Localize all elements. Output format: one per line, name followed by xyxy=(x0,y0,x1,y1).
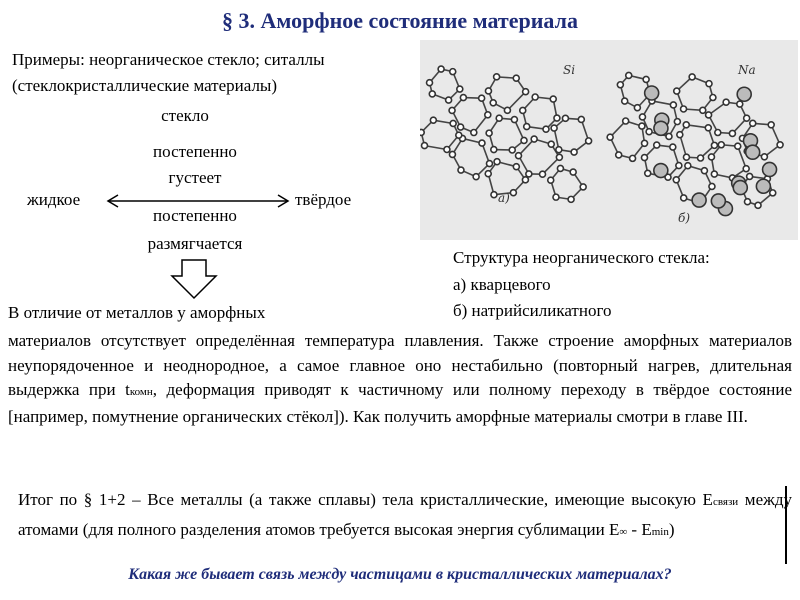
atom-dot xyxy=(580,184,586,190)
atom-dot xyxy=(523,89,529,95)
atom-dot xyxy=(531,136,537,142)
atom-dot xyxy=(548,141,554,147)
figure-caption xyxy=(453,245,710,325)
atom-dot xyxy=(479,140,485,146)
atom-dot xyxy=(623,118,629,124)
atom-dot xyxy=(458,124,464,130)
atom-dot xyxy=(513,75,519,81)
diagram-upper-label-2: густеет xyxy=(168,168,222,187)
atom-dot xyxy=(551,125,557,131)
atom-dot xyxy=(626,72,632,78)
atom-dot xyxy=(622,98,628,104)
atom-dot xyxy=(543,126,549,132)
atom-dot xyxy=(770,190,776,196)
sodium-ion xyxy=(711,194,725,208)
atom-dot xyxy=(460,95,466,101)
atom-dot xyxy=(683,122,689,128)
atom-dot xyxy=(683,154,689,160)
atom-dot xyxy=(486,161,492,167)
atom-dot xyxy=(646,129,652,135)
atom-dot xyxy=(735,143,741,149)
atom-dot xyxy=(473,174,479,180)
atom-dot xyxy=(485,171,491,177)
atom-dot xyxy=(422,143,428,149)
atom-dot xyxy=(562,115,568,121)
atom-dot xyxy=(705,125,711,131)
atom-dot xyxy=(516,153,522,159)
atom-dot xyxy=(643,76,649,82)
atom-dot xyxy=(444,146,450,152)
atom-dot xyxy=(737,101,743,107)
atom-dot xyxy=(744,115,750,121)
atom-dot xyxy=(521,137,527,143)
sodium-ion xyxy=(654,121,668,135)
atom-dot xyxy=(729,130,735,136)
atom-dot xyxy=(639,123,645,129)
atom-dot xyxy=(494,159,500,165)
atom-dot xyxy=(645,170,651,176)
atom-dot xyxy=(556,147,562,153)
summary-part-1: Итог по § 1+2 – Все металлы (а также сплавы) тела кристаллические, имеющие высокую E xyxy=(18,490,713,509)
atom-dot xyxy=(550,96,556,102)
paragraph-part-2: , деформация приводят к частичному или полному переходу в твёрдое состояние [например, помутнение органических стёкол]). Как получить аморфные материалы смотри в главе III. xyxy=(8,380,793,426)
atom-dot xyxy=(711,171,717,177)
atom-dot xyxy=(450,120,456,126)
atom-dot xyxy=(557,165,563,171)
atom-dot xyxy=(540,171,546,177)
down-arrow-icon xyxy=(170,258,226,302)
atom-dot xyxy=(715,130,721,136)
atom-dot xyxy=(586,138,592,144)
atom-dot xyxy=(711,142,717,148)
atom-dot xyxy=(553,194,559,200)
atom-dot xyxy=(494,74,500,80)
atom-dot xyxy=(490,100,496,106)
atom-dot xyxy=(689,74,695,80)
diagram-lower-label-2: размягчается xyxy=(147,234,243,253)
paragraph-first-line: В отличие от металлов у аморфных xyxy=(8,303,266,322)
atom-dot xyxy=(524,124,530,130)
paragraph-part-1: материалов отсутствует определённая температура плавления. Также строение аморфных материалов неупорядоченное и неоднородное, а самое главное оно нестабильно (повторный нагрев, длительная выдержка при t xyxy=(8,331,792,399)
atom-dot xyxy=(744,199,750,205)
atom-dot xyxy=(634,105,640,111)
atom-dot xyxy=(522,177,528,183)
atom-dot xyxy=(700,107,706,113)
atom-dot xyxy=(709,183,715,189)
atom-dot xyxy=(486,130,492,136)
atom-dot xyxy=(458,167,464,173)
diagram-upper-label-1: постепенно xyxy=(153,142,237,161)
atom-dot xyxy=(556,154,562,160)
atom-dot xyxy=(485,88,491,94)
atom-dot xyxy=(570,169,576,175)
atom-dot xyxy=(427,80,433,86)
atom-dot xyxy=(685,163,691,169)
atom-dot xyxy=(698,155,704,161)
atom-dot xyxy=(429,91,435,97)
atom-dot xyxy=(654,142,660,148)
atom-dot xyxy=(681,106,687,112)
subscript-min: min xyxy=(651,526,669,538)
atom-dot xyxy=(681,195,687,201)
summary-text xyxy=(18,486,792,546)
atom-dot xyxy=(617,82,623,88)
caption-line-3: б) натрийсиликатного xyxy=(453,301,612,320)
atom-dot xyxy=(548,177,554,183)
sodium-ion xyxy=(645,86,659,100)
atom-dot xyxy=(674,88,680,94)
atom-dot xyxy=(509,147,515,153)
atom-dot xyxy=(430,117,436,123)
caption-line-1: Структура неорганического стекла: xyxy=(453,248,710,267)
atom-dot xyxy=(449,151,455,157)
atom-dot xyxy=(708,154,714,160)
atom-dot xyxy=(642,140,648,146)
atom-dot xyxy=(491,192,497,198)
atom-dot xyxy=(706,112,712,118)
atom-dot xyxy=(504,107,510,113)
atom-dot xyxy=(674,119,680,125)
atom-dot xyxy=(578,116,584,122)
atom-dot xyxy=(513,164,519,170)
atom-dot xyxy=(710,95,716,101)
atom-dot xyxy=(496,115,502,121)
atom-dot xyxy=(438,66,444,72)
subscript-svyazi: связи xyxy=(712,496,739,508)
atom-dot xyxy=(532,94,538,100)
atom-dot xyxy=(526,171,532,177)
atom-dot xyxy=(568,196,574,202)
atom-dot xyxy=(639,114,645,120)
subscript-inf: ∞ xyxy=(619,526,628,538)
atom-dot xyxy=(755,202,761,208)
atom-dot xyxy=(670,144,676,150)
atom-dot xyxy=(641,155,647,161)
atom-dot xyxy=(676,163,682,169)
atom-dot xyxy=(768,122,774,128)
intro-line-2: (стеклокристаллические материалы) xyxy=(12,76,278,95)
atom-dot xyxy=(750,120,756,126)
atom-dot xyxy=(701,168,707,174)
quartz-glass-network xyxy=(420,66,592,202)
atom-dot xyxy=(485,112,491,118)
atom-dot xyxy=(471,130,477,136)
atom-dot xyxy=(420,129,424,135)
atom-dot xyxy=(706,81,712,87)
atom-dot xyxy=(520,107,526,113)
atom-dot xyxy=(511,117,517,123)
atom-dot xyxy=(630,155,636,161)
atom-dot xyxy=(446,97,452,103)
atom-dot xyxy=(491,147,497,153)
sodium-ion xyxy=(756,179,770,193)
diagram-right-label: твёрдое xyxy=(295,190,352,209)
sodium-silicate-glass-network xyxy=(607,72,783,215)
summary-part-2: между атомами (для полного разделения атомов требуется высокая энергия сублимации E xyxy=(18,490,793,539)
sodium-ion xyxy=(746,145,760,159)
page-title: § 3. Аморфное состояние материала xyxy=(222,8,578,33)
intro-line-1: Примеры: неорганическое стекло; ситаллы xyxy=(12,50,325,69)
atom-dot xyxy=(723,99,729,105)
glass-structure-figure xyxy=(420,40,798,240)
atom-dot xyxy=(670,102,676,108)
atom-dot xyxy=(673,177,679,183)
glass-structure-image xyxy=(420,40,798,240)
paragraph-body xyxy=(8,329,792,429)
figure-label-na: Na xyxy=(738,63,756,77)
summary-part-4: ) xyxy=(668,520,675,539)
atom-dot xyxy=(718,142,724,148)
sodium-ion xyxy=(692,193,706,207)
atom-dot xyxy=(456,132,462,138)
caption-line-2: а) кварцевого xyxy=(453,274,551,294)
atom-dot xyxy=(677,132,683,138)
diagram-lower-label-1: постепенно xyxy=(153,206,237,225)
atom-dot xyxy=(666,133,672,139)
sodium-ion xyxy=(737,87,751,101)
figure-label-a: а) xyxy=(498,191,510,205)
sodium-ion xyxy=(763,162,777,176)
figure-label-b: б) xyxy=(678,211,691,225)
atom-dot xyxy=(747,173,753,179)
atom-dot xyxy=(479,95,485,101)
diagram-top-label: стекло xyxy=(161,106,209,125)
atom-dot xyxy=(571,149,577,155)
atom-dot xyxy=(743,166,749,172)
atom-dot xyxy=(761,154,767,160)
sodium-ion xyxy=(654,164,668,178)
atom-dot xyxy=(449,107,455,113)
figure-label-si: Si xyxy=(563,63,576,77)
atom-dot xyxy=(616,152,622,158)
atom-dot xyxy=(777,142,783,148)
atom-dot xyxy=(607,134,613,140)
sodium-ion xyxy=(733,181,747,195)
atom-dot xyxy=(457,86,463,92)
summary-part-3: - E xyxy=(627,520,652,539)
atom-dot xyxy=(554,115,560,121)
transition-diagram xyxy=(0,0,420,300)
closing-question: Какая же бывает связь между частицами в кристаллических материалах? xyxy=(128,566,672,583)
subscript-tkomn: комн xyxy=(129,386,153,398)
atom-dot xyxy=(510,190,516,196)
diagram-left-label: жидкое xyxy=(27,190,81,209)
atom-dot xyxy=(450,69,456,75)
